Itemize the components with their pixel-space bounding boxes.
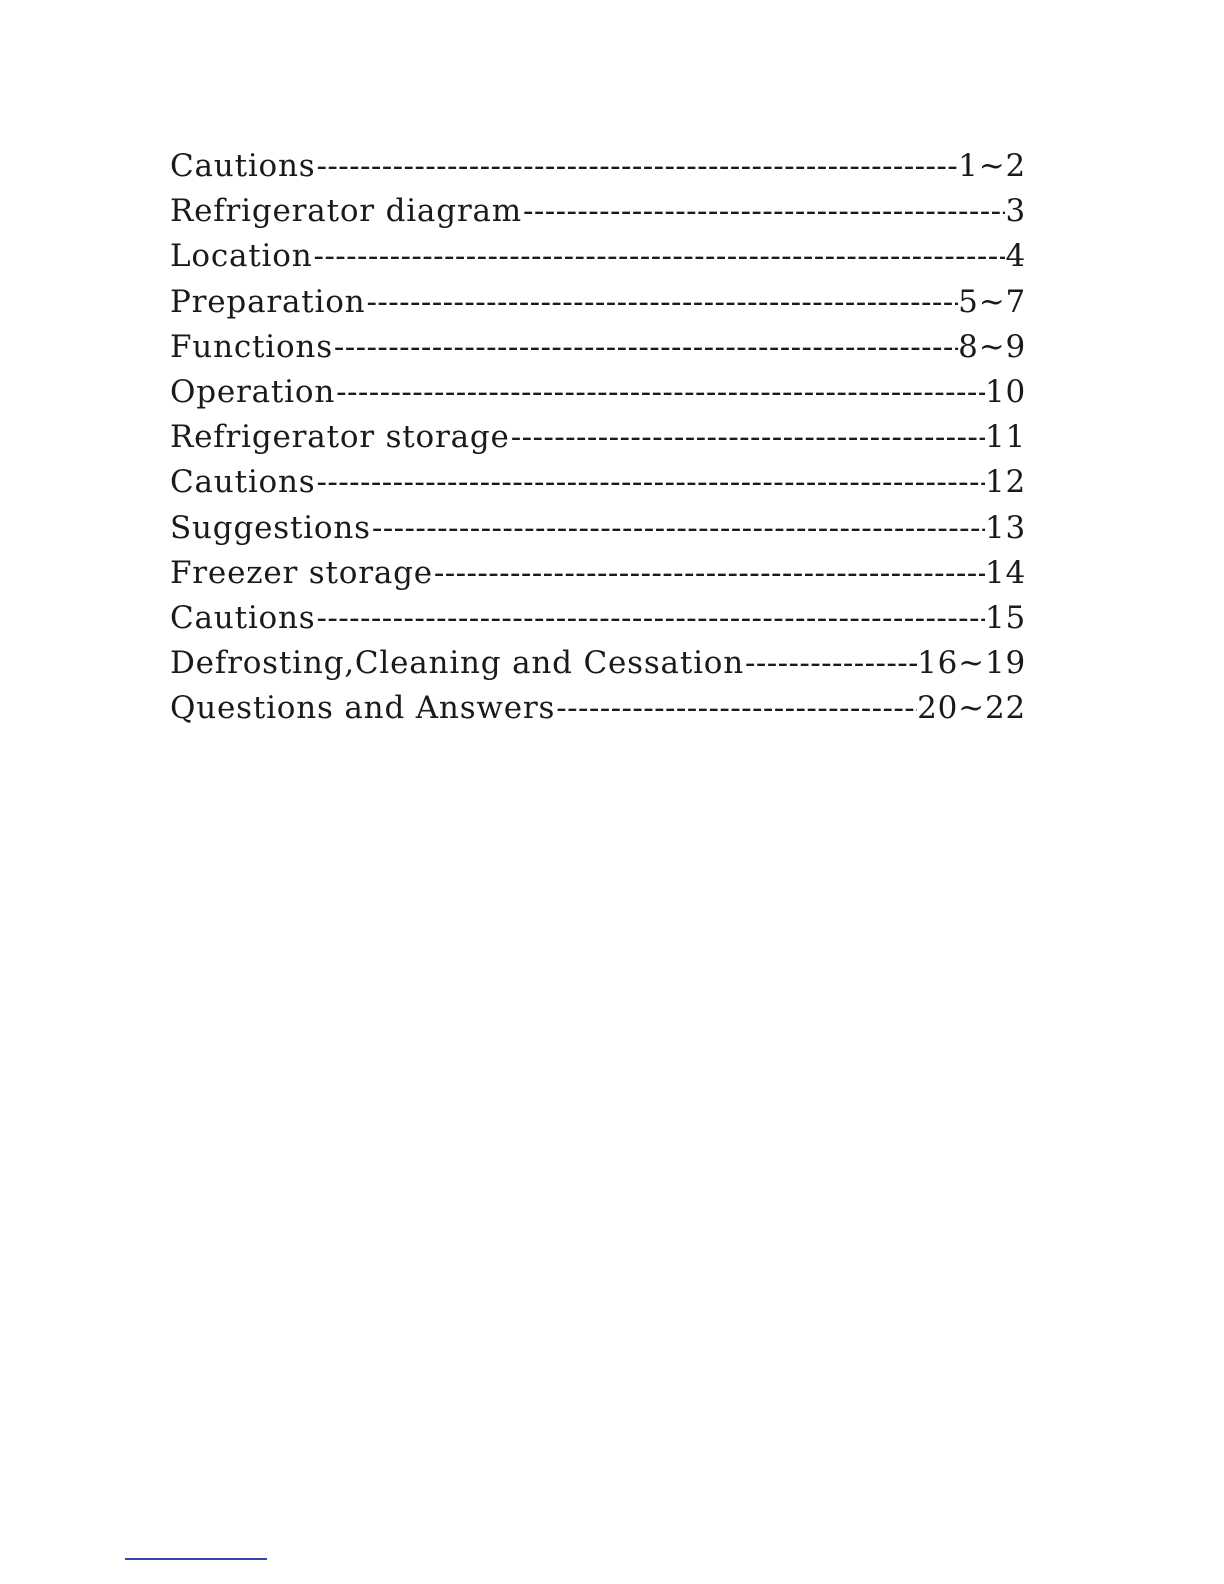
- toc-entry-title: Freezer storage: [170, 554, 433, 591]
- toc-entry-defrosting-cleaning-cessation[interactable]: [170, 645, 1026, 690]
- toc-entry-page: 10: [984, 373, 1026, 410]
- toc-entry-title: Operation: [170, 373, 336, 410]
- toc-entry-suggestions[interactable]: [170, 510, 1026, 555]
- toc-entry-page: 5~7: [958, 283, 1026, 320]
- toc-entry-title: Defrosting,Cleaning and Cessation: [170, 645, 745, 682]
- toc-entry-questions-and-answers[interactable]: [170, 690, 1026, 735]
- toc-entry-title: Cautions: [170, 599, 316, 636]
- toc-entry-title: Cautions: [170, 148, 316, 184]
- toc-entry-page: 16~19: [917, 645, 1026, 682]
- toc-entry-location[interactable]: [170, 238, 1026, 283]
- toc-dot-leader: [510, 419, 985, 455]
- toc-entry-functions[interactable]: [170, 329, 1026, 374]
- toc-entry-page: 13: [984, 509, 1026, 546]
- footer-rule: [125, 1558, 267, 1560]
- toc-dot-leader: [315, 464, 984, 500]
- toc-dot-leader: [315, 600, 984, 636]
- toc-dot-leader: [333, 329, 958, 365]
- toc-entry-page: 8~9: [958, 328, 1026, 365]
- toc-entry-title: Questions and Answers: [170, 690, 556, 727]
- toc-entry-title: Refrigerator storage: [170, 419, 510, 456]
- toc-entry-title: Refrigerator diagram: [170, 193, 522, 230]
- toc-entry-page: 11: [984, 419, 1026, 456]
- toc-entry-operation[interactable]: [170, 374, 1026, 419]
- toc-entry-title: Suggestions: [170, 509, 371, 546]
- toc-entry-refrigerator-diagram[interactable]: [170, 193, 1026, 238]
- table-of-contents: [170, 148, 1026, 735]
- toc-entry-page: 3: [1005, 193, 1026, 230]
- toc-dot-leader: [555, 690, 917, 726]
- toc-entry-title: Preparation: [170, 283, 366, 320]
- toc-entry-page: 12: [984, 464, 1026, 501]
- toc-dot-leader: [371, 510, 985, 546]
- toc-entry-cautions-3[interactable]: [170, 600, 1026, 645]
- toc-entry-page: 1~2: [958, 148, 1026, 184]
- toc-entry-page: 20~22: [917, 690, 1026, 727]
- toc-entry-freezer-storage[interactable]: [170, 555, 1026, 600]
- toc-entry-page: 15: [984, 599, 1026, 636]
- toc-entry-cautions-1[interactable]: [170, 148, 1026, 193]
- toc-entry-title: Location: [170, 238, 313, 275]
- toc-entry-refrigerator-storage[interactable]: [170, 419, 1026, 464]
- toc-entry-title: Cautions: [170, 464, 316, 501]
- toc-dot-leader: [365, 284, 958, 320]
- toc-dot-leader: [433, 555, 985, 591]
- toc-entry-preparation[interactable]: [170, 284, 1026, 329]
- toc-dot-leader: [335, 374, 985, 410]
- toc-entry-cautions-2[interactable]: [170, 464, 1026, 509]
- toc-dot-leader: [315, 148, 958, 184]
- toc-entry-title: Functions: [170, 328, 333, 365]
- toc-dot-leader: [744, 645, 917, 681]
- toc-dot-leader: [522, 193, 1006, 229]
- toc-entry-page: 14: [984, 554, 1026, 591]
- toc-dot-leader: [313, 238, 1006, 274]
- toc-entry-page: 4: [1005, 238, 1026, 275]
